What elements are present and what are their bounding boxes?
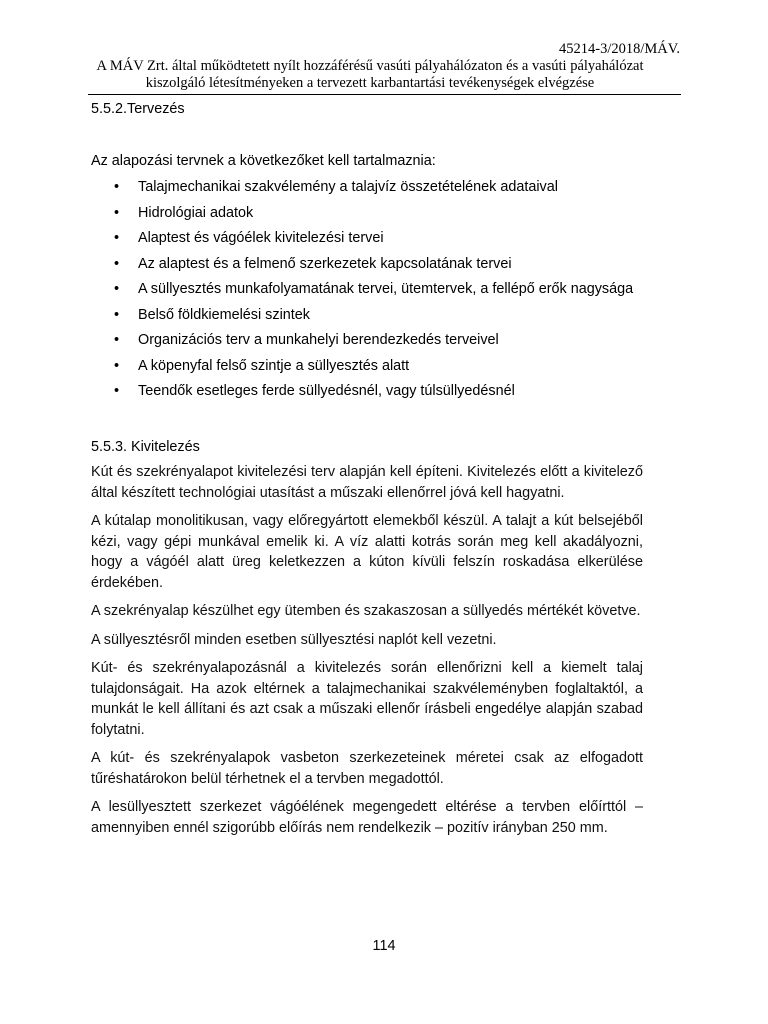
list-item xyxy=(91,203,643,224)
bullet-icon: • xyxy=(114,204,120,221)
list-item xyxy=(91,305,643,326)
section-heading-kivitelezes: 5.5.3. Kivitelezés xyxy=(91,439,200,455)
list-item xyxy=(91,279,643,300)
list-item xyxy=(91,356,643,377)
paragraph: Kút és szekrényalapot kivitelezési terv alapján kell építeni. Kivitelezés előtt a kivitelező által készített technológiai utasítást a műszaki ellenőrrel jóvá kell hagyatni. xyxy=(91,464,643,501)
paragraph: A lesüllyesztett szerkezet vágóélének megengedett eltérése a tervben előírttól – amennyiben ennél szigorúbb előírás nem rendelkezik – pozitív irányban 250 mm. xyxy=(91,799,643,836)
bullet-icon: • xyxy=(114,179,120,195)
bullet-icon: • xyxy=(114,255,120,272)
header-title-line-1: A MÁV Zrt. által működtetett nyílt hozzáférésű vasúti pályahálózaton és a vasúti pályahálózat xyxy=(96,58,644,74)
list-item-text: Alaptest és vágóélek kivitelezési tervei xyxy=(138,230,384,246)
document-header-title xyxy=(60,58,680,92)
list-item xyxy=(91,330,643,351)
bullet-icon: • xyxy=(114,383,120,399)
bullet-icon: • xyxy=(114,357,120,374)
bullet-icon: • xyxy=(114,230,120,246)
list-item-text: Az alaptest és a felmenő szerkezetek kapcsolatának tervei xyxy=(138,255,512,272)
list-item xyxy=(91,228,643,249)
paragraph: A süllyesztésről minden esetben süllyesztési naplót kell vezetni. xyxy=(91,631,497,648)
list-item-text: Belső földkiemelési szintek xyxy=(138,306,310,323)
list-item-text: Hidrológiai adatok xyxy=(138,204,254,221)
list-item-text: Teendők esetleges ferde süllyedésnél, vagy túlsüllyedésnél xyxy=(138,383,515,399)
list-item xyxy=(91,381,643,402)
section-heading-tervezes: 5.5.2.Tervezés xyxy=(91,101,185,117)
bullet-icon: • xyxy=(114,281,120,297)
page-number: 114 xyxy=(372,938,396,954)
header-divider xyxy=(88,94,681,95)
list-item xyxy=(91,177,643,198)
bullet-icon: • xyxy=(114,306,120,323)
bullet-icon: • xyxy=(114,332,120,348)
list-item-text: A süllyesztés munkafolyamatának tervei, ütemtervek, a fellépő erők nagysága xyxy=(138,281,634,297)
list-item-text: A köpenyfal felső szintje a süllyesztés alatt xyxy=(138,357,410,374)
list-item-text: Talajmechanikai szakvélemény a talajvíz összetételének adataival xyxy=(138,179,558,195)
list-item-text: Organizációs terv a munkahelyi berendezkedés terveivel xyxy=(138,332,499,348)
paragraph: Kút- és szekrényalapozásnál a kivitelezés során ellenőrizni kell a kiemelt talaj tulajdonságait. Ha azok eltérnek a talajmechanikai szakvéleményben foglaltaktól, a munkát le kell állítani és azt csak a műszaki ellenőr írásbeli engedélye alapján szabad folytatni. xyxy=(91,660,643,738)
document-reference-number: 45214-3/2018/MÁV. xyxy=(559,41,680,57)
section-body xyxy=(91,462,643,846)
section-intro-text: Az alapozási tervnek a következőket kell tartalmaznia: xyxy=(91,153,436,169)
paragraph: A kútalap monolitikusan, vagy előregyártott elemekből készül. A talajt a kút belsejéből kézi, vagy gépi munkával emelik ki. A víz alatti kotrás során meg kell akadályozni, hogy a vágóél alatt üreg keletkezzen a kúton kívüli felszín roskadása elkerülése érdekében. xyxy=(91,513,643,591)
paragraph: A kút- és szekrényalapok vasbeton szerkezeteinek méretei csak az elfogadott tűréshatárokon belül térhetnek el a tervben megadottól. xyxy=(91,750,643,787)
requirements-list xyxy=(91,177,643,407)
list-item xyxy=(91,254,643,275)
header-title-line-2: kiszolgáló létesítményeken a tervezett karbantartási tevékenységek elvégzése xyxy=(145,75,595,91)
paragraph: A szekrényalap készülhet egy ütemben és szakaszosan a süllyedés mértékét követve. xyxy=(91,603,641,619)
